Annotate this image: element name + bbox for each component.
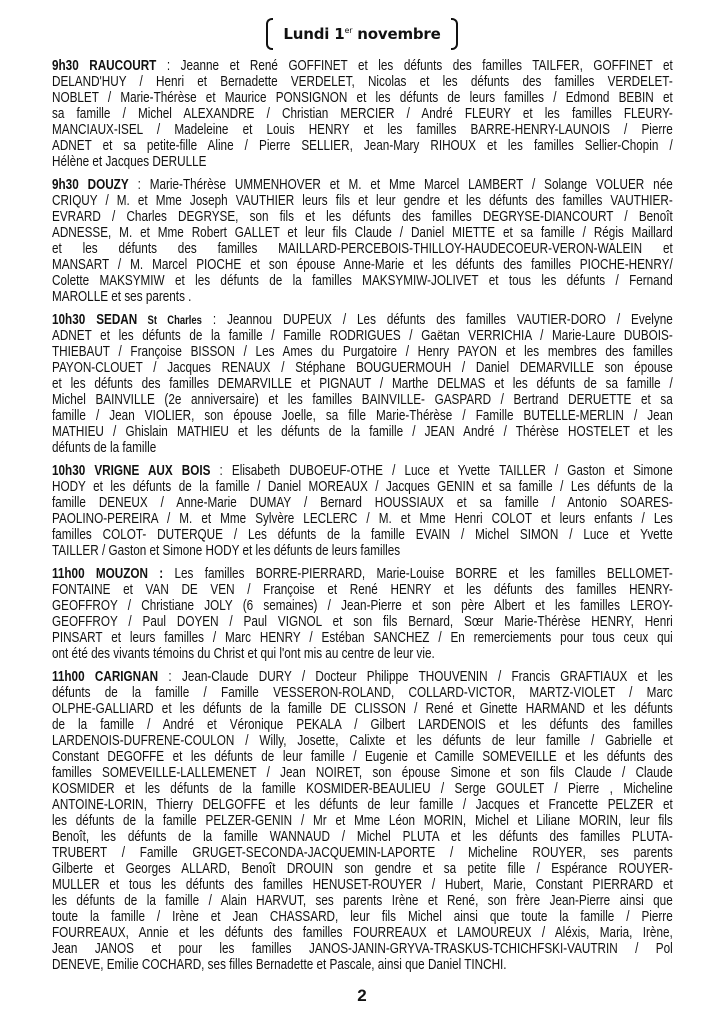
mass-section — [52, 312, 673, 456]
text-line-content — [52, 646, 673, 662]
text-line — [52, 122, 673, 138]
text-line — [52, 209, 673, 225]
text-line — [52, 440, 673, 456]
text-line — [52, 289, 673, 305]
text-line-content — [52, 797, 673, 813]
text-line — [52, 376, 673, 392]
mass-intentions-list — [52, 58, 673, 980]
intention-text: TAILLER / Gaston et Simone HODY et les défunts de leurs familles — [52, 543, 401, 559]
text-line-content — [52, 957, 673, 973]
text-line-content — [52, 122, 673, 138]
text-line-content — [52, 543, 673, 559]
text-line — [52, 941, 673, 957]
intention-text: de la famille / André et Véronique PEKALA / Gilbert LARDENOIS et les défunts des familles — [52, 717, 673, 733]
text-line — [52, 669, 673, 685]
text-line — [52, 861, 673, 877]
intention-text: Benoît, les défunts de la famille WANNAUD / Michel PLUTA et les défunts des familles PLUTA- — [52, 829, 673, 845]
text-line-content — [52, 424, 673, 440]
date-heading-box — [266, 15, 457, 53]
text-line — [52, 925, 673, 941]
text-line — [52, 360, 673, 376]
intention-text: OLPHE-GALLIARD et les défunts de la famille DE CLISSON / René et Ginette HARMAND et les défunts — [52, 701, 673, 717]
mass-time-location: 10h30 VRIGNE AUX BOIS — [52, 463, 211, 479]
right-bracket-icon — [451, 18, 458, 50]
text-line — [52, 614, 673, 630]
mass-section — [52, 669, 673, 973]
text-line-content — [52, 566, 673, 582]
text-line-content — [52, 209, 673, 225]
text-line-content — [52, 463, 673, 479]
intention-text: toute la famille / Irène et Jean CHASSARD, leur fils Michel ainsi que toute la famille / Pierre — [52, 909, 673, 925]
intention-text: Michel BAINVILLE (2e anniversaire) et les familles BAINVILLE- GASPARD / Bertrand DERUETTE et sa — [52, 392, 673, 408]
text-line — [52, 829, 673, 845]
text-line — [52, 957, 673, 973]
text-line-content — [52, 925, 673, 941]
text-line — [52, 424, 673, 440]
mass-section — [52, 177, 673, 305]
intention-text: Gilberte et Georges ALLARD, Benoît DROUIN son gendre et sa petite fille / Espérance ROUYER- — [52, 861, 673, 877]
intention-text: : Elisabeth DUBOEUF-OTHE / Luce et Yvette TAILLER / Gaston et Simone — [210, 463, 673, 479]
intention-text: ADNET et sa petite-fille Aline / Pierre SELLIER, Jean-Mary RIHOUX et les familles Sellier-Chopin / — [52, 138, 673, 154]
left-bracket-icon — [266, 18, 273, 50]
text-line — [52, 495, 673, 511]
text-line — [52, 138, 673, 154]
intention-text: Jean JANOS et pour les familles JANOS-JANIN-GRYVA-TRASKUS-TCHICHFSKI-VAUTRIN / Pol — [52, 941, 673, 957]
text-line-content — [52, 360, 673, 376]
intention-text: Constant DEGOFFE et les défunts de leur famille / Eugenie et Camille SOMEVEILLE et les défunts des — [52, 749, 673, 765]
text-line-content — [52, 193, 673, 209]
mass-section — [52, 463, 673, 559]
intention-text: ont été des vivants témoins du Christ et qui l'ont mis au centre de leur vie. — [52, 646, 435, 662]
intention-text: sa famille / Michel ALEXANDRE / Christian MERCIER / André FLEURY et les familles FLEURY- — [52, 106, 673, 122]
intention-text: NOBLET / Marie-Thérèse et Maurice PONSIGNON et les défunts de leurs familles / Edmond BEBIN et — [52, 90, 673, 106]
text-line — [52, 582, 673, 598]
date-heading — [273, 25, 450, 43]
text-line-content — [52, 344, 673, 360]
page-header — [0, 14, 724, 54]
intention-text: : Marie-Thérèse UMMENHOVER et M. et Mme Marcel LAMBERT / Solange VOLUER née — [128, 177, 673, 193]
text-line — [52, 813, 673, 829]
mass-time-location: 9h30 RAUCOURT — [52, 58, 157, 74]
intention-text: ANTOINE-LORIN, Thierry DELGOFFE et les défunts de leur famille / Jacques et Francette PELZER et — [52, 797, 673, 813]
text-line-content — [52, 90, 673, 106]
text-line — [52, 106, 673, 122]
text-line — [52, 328, 673, 344]
text-line — [52, 797, 673, 813]
text-line — [52, 154, 673, 170]
intention-text: HODY et les défunts de la famille / Daniel MOREAUX / Jacques GENIN et sa famille / Les défunts de la — [52, 479, 673, 495]
text-line — [52, 909, 673, 925]
mass-time-location: 11h00 CARIGNAN — [52, 669, 159, 685]
text-line — [52, 177, 673, 193]
mass-section — [52, 566, 673, 662]
intention-text: famille / Jean VIOLIER, son épouse Joelle, sa fille Marie-Thérèse / Famille BUTELLE-MERLIN / Jean — [52, 408, 673, 424]
text-line-content — [52, 289, 673, 305]
text-line-content — [52, 106, 673, 122]
intention-text: MAROLLE et ses parents . — [52, 289, 192, 305]
text-line — [52, 273, 673, 289]
text-line-content — [52, 74, 673, 90]
text-line-content — [52, 479, 673, 495]
text-line-content — [52, 511, 673, 527]
text-line — [52, 312, 673, 328]
text-line-content — [52, 582, 673, 598]
mass-time-location: 10h30 SEDAN — [52, 312, 138, 328]
text-line — [52, 58, 673, 74]
intention-text: famille DENEUX / Anne-Marie DUMAY / Bernard HOUSSIAUX et sa famille / Antonio SOARES- — [52, 495, 673, 511]
text-line-content — [52, 177, 673, 193]
text-line-content — [52, 909, 673, 925]
date-heading-ordinal: er — [344, 26, 353, 35]
intention-text: Les familles BORRE-PIERRARD, Marie-Louise BORRE et les familles BELLOMET- — [163, 566, 673, 582]
intention-text: MANSART / M. Marcel PIOCHE et son épouse Anne-Marie et les défunts des familles PIOCHE-HENRY/ — [52, 257, 673, 273]
text-line-content — [52, 614, 673, 630]
text-line — [52, 193, 673, 209]
text-line-content — [52, 877, 673, 893]
text-line-content — [52, 154, 673, 170]
text-line — [52, 701, 673, 717]
intention-text: MATHIEU / Ghislain MATHIEU et les défunts de la famille / JEAN André / Thérèse HOSTELET et les — [52, 424, 673, 440]
text-line — [52, 90, 673, 106]
intention-text: les défunts de la famille PELZER-GENIN / Mr et Mme Léon MORIN, Michel et Liliane MORIN, leur fils — [52, 813, 673, 829]
intention-text: et les défunts des familles DEMARVILLE et PIGNAUT / Marthe DELMAS et les défunts de sa famille / — [52, 376, 673, 392]
intention-text: familles SOMEVEILLE-LALLEMENET / Jean NOIRET, son épouse Simone et son fils Claude / Claude — [52, 765, 673, 781]
text-line-content — [52, 273, 673, 289]
intention-text: GEOFFROY / Paul DOYEN / Paul VIGNOL et son fils Bernard, Sœur Marie-Thérèse HENRY, Henri — [52, 614, 673, 630]
text-line-content — [52, 408, 673, 424]
text-line-content — [52, 749, 673, 765]
text-line — [52, 646, 673, 662]
intention-text: DENEVE, Emilie COCHARD, ses filles Bernadette et Pascale, ainsi que Daniel TINCHI. — [52, 957, 507, 973]
intention-text: familles COLOT- DUTERQUE / Les défunts de la famille EVAIN / Michel SIMON / Luce et Yvette — [52, 527, 673, 543]
intention-text: ADNET et les défunts de la famille / Famille RODRIGUES / Gaëtan VERRICHIA / Marie-Laure DUBOIS- — [52, 328, 673, 344]
text-line — [52, 630, 673, 646]
text-line-content — [52, 781, 673, 797]
text-line — [52, 781, 673, 797]
intention-text: : Jeannou DUPEUX / Les défunts des familles VAUTIER-DORO / Evelyne — [201, 312, 673, 328]
intention-text: : Jeanne et René GOFFINET et les défunts des familles TAILFER, GOFFINET et — [156, 58, 673, 74]
text-line — [52, 717, 673, 733]
intention-text: FOURREAUX, Annie et les défunts des familles FOURREAUX et LAMOUREUX / Aléxis, Maria, Irène, — [52, 925, 673, 941]
text-line — [52, 566, 673, 582]
church-name: St Charles — [137, 315, 202, 327]
text-line — [52, 479, 673, 495]
text-line-content — [52, 58, 673, 74]
text-line — [52, 241, 673, 257]
text-line-content — [52, 717, 673, 733]
intention-text: LARDENOIS-DUFRENE-COULON / Willy, Josette, Calixte et les défunts de leur famille / Gabrielle et — [52, 733, 673, 749]
intention-text: PAOLINO-PEREIRA / M. et Mme Sylvère LECLERC / M. et Mme Henri COLOT et leurs enfants / Les — [52, 511, 673, 527]
text-line-content — [52, 941, 673, 957]
text-line-content — [52, 440, 673, 456]
intention-text: MULLER et tous les défunts des familles HENUSET-ROUYER / Hubert, Marie, Constant PIERRARD et — [52, 877, 673, 893]
intention-text: et les défunts des familles MAILLARD-PERCEBOIS-THILLOY-HAUDECOEUR-VERON-WALEIN et — [52, 241, 673, 257]
intention-text: les défunts de la famille / Alain HARVUT, ses parents Irène et René, son frère Jean-Pierre ainsi que — [52, 893, 673, 909]
text-line-content — [52, 701, 673, 717]
text-line-content — [52, 845, 673, 861]
text-line-content — [52, 328, 673, 344]
text-line-content — [52, 495, 673, 511]
text-line-content — [52, 527, 673, 543]
text-line — [52, 685, 673, 701]
text-line — [52, 225, 673, 241]
text-line-content — [52, 669, 673, 685]
intention-text: Hélène et Jacques DERULLE — [52, 154, 207, 170]
text-line — [52, 733, 673, 749]
intention-text: EVRARD / Charles DEGRYSE, son fils et les défunts des familles DEGRYSE-DIANCOURT / Benoît — [52, 209, 673, 225]
text-line-content — [52, 829, 673, 845]
text-line-content — [52, 376, 673, 392]
date-heading-month: novembre — [352, 25, 441, 43]
text-line-content — [52, 257, 673, 273]
text-line-content — [52, 598, 673, 614]
text-line-content — [52, 685, 673, 701]
text-line — [52, 257, 673, 273]
text-line — [52, 749, 673, 765]
mass-time-location: 11h00 MOUZON : — [52, 566, 164, 582]
mass-section — [52, 58, 673, 170]
intention-text: CRIQUY / M. et Mme Joseph VAUTHIER leurs fils et leur gendre et les défunts des familles VAUTHIER- — [52, 193, 673, 209]
text-line — [52, 893, 673, 909]
text-line — [52, 392, 673, 408]
text-line-content — [52, 861, 673, 877]
text-line-content — [52, 893, 673, 909]
intention-text: défunts de la famille / Famille VESSERON-ROLAND, COLLARD-VICTOR, MARTZ-VIOLET / Marc — [52, 685, 673, 701]
intention-text: DELAND'HUY / Henri et Bernadette VERDELET, Nicolas et les défunts des familles VERDELET- — [52, 74, 673, 90]
intention-text: PINSART et leurs familles / Marc HENRY / Estéban SANCHEZ / En remerciements pour tous ceux qui — [52, 630, 673, 646]
intention-text: THIEBAUT / Françoise BISSON / Les Ames du Purgatoire / Henry PAYON et les membres des familles — [52, 344, 673, 360]
intention-text: ADNESSE, M. et Mme Robert GALLET et leur fils Claude / Daniel MIETTE et sa famille / Régis Maillard — [52, 225, 673, 241]
intention-text: défunts de la famille — [52, 440, 157, 456]
date-heading-day: Lundi 1 — [283, 25, 345, 43]
mass-time-location: 9h30 DOUZY — [52, 177, 129, 193]
text-line — [52, 598, 673, 614]
text-line — [52, 527, 673, 543]
text-line — [52, 877, 673, 893]
text-line-content — [52, 765, 673, 781]
intention-text: KOSMIDER et les défunts de la famille KOSMIDER-BEAULIEU / Serge GOULET / Pierre , Micheline — [52, 781, 673, 797]
text-line-content — [52, 138, 673, 154]
intention-text: FONTAINE et VAN DE VEN / Françoise et René HENRY et les défunts des familles HENRY- — [52, 582, 673, 598]
text-line-content — [52, 312, 673, 328]
page-number: 2 — [357, 986, 367, 1005]
text-line-content — [52, 733, 673, 749]
text-line — [52, 543, 673, 559]
intention-text: TRUBERT / Famille GRUGET-SECONDA-JACQUEMIN-LAPORTE / Micheline ROUYER, ses parents — [52, 845, 673, 861]
text-line — [52, 463, 673, 479]
text-line-content — [52, 630, 673, 646]
text-line-content — [52, 225, 673, 241]
text-line-content — [52, 392, 673, 408]
intention-text: MANCIAUX-ISEL / Madeleine et Louis HENRY et les familles BARRE-HENRY-LAUNOIS / Pierre — [52, 122, 673, 138]
text-line-content — [52, 813, 673, 829]
text-line — [52, 74, 673, 90]
text-line — [52, 845, 673, 861]
intention-text: Colette MAKSYMIW et les défunts de la familles MAKSYMIW-JOLIVET et tous les défunts / Fernand — [52, 273, 673, 289]
intention-text: : Jean-Claude DURY / Docteur Philippe THOUVENIN / Francis GRAFTIAUX et les — [158, 669, 673, 685]
text-line — [52, 408, 673, 424]
text-line — [52, 511, 673, 527]
text-line-content — [52, 241, 673, 257]
intention-text: GEOFFROY / Christiane JOLY (6 semaines) / Jean-Pierre et son père Albert et les familles LEROY- — [52, 598, 673, 614]
text-line — [52, 344, 673, 360]
intention-text: PAYON-CLOUET / Jacques RENAUX / Stéphane BOUGUERMOUH / Daniel DEMARVILLE son épouse — [52, 360, 673, 376]
text-line — [52, 765, 673, 781]
